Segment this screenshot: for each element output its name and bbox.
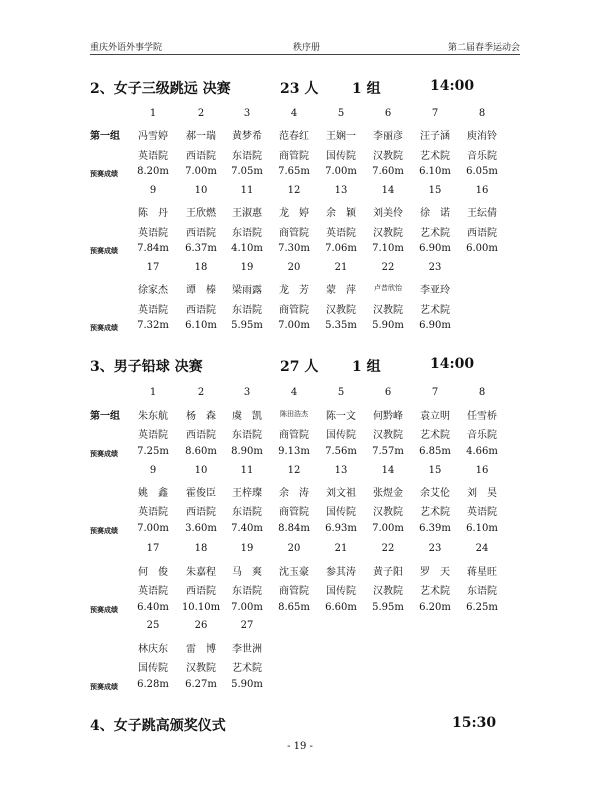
college-name: 东语院 bbox=[232, 507, 262, 518]
college-name: 商管院 bbox=[279, 507, 309, 518]
result-value: 7.56m bbox=[325, 446, 357, 457]
college-row bbox=[90, 426, 520, 442]
event-groups: 1 组 bbox=[352, 359, 381, 375]
group-label: 第一组 bbox=[90, 411, 120, 422]
college-name: 国传院 bbox=[138, 663, 168, 674]
result-label: 预赛成绩 bbox=[90, 323, 118, 332]
college-name: 汉教院 bbox=[373, 305, 403, 316]
athlete-name: 刘 昊 bbox=[467, 488, 497, 499]
result-value: 6.60m bbox=[325, 602, 357, 613]
page-number: - 19 - bbox=[287, 741, 313, 752]
result-value: 7.05m bbox=[231, 166, 263, 177]
college-name: 艺术院 bbox=[420, 586, 450, 597]
college-name: 西语院 bbox=[186, 507, 216, 518]
lane-number: 9 bbox=[149, 185, 157, 196]
result-value: 6.10m bbox=[185, 320, 217, 331]
event-count: 27 人 bbox=[280, 359, 319, 375]
result-value: 5.90m bbox=[372, 320, 404, 331]
result-value: 5.90m bbox=[231, 679, 263, 690]
athlete-name: 沈玉豪 bbox=[279, 567, 309, 578]
college-name: 英语院 bbox=[467, 507, 497, 518]
lane-number: 20 bbox=[287, 262, 301, 273]
result-row bbox=[90, 602, 520, 618]
athlete-name: 蒋星旺 bbox=[467, 567, 497, 578]
lane-number: 21 bbox=[334, 543, 348, 554]
college-name: 英语院 bbox=[138, 586, 168, 597]
result-value: 7.00m bbox=[231, 602, 263, 613]
athlete-name: 罗 天 bbox=[420, 567, 450, 578]
result-row bbox=[90, 679, 520, 695]
result-label: 预赛成绩 bbox=[90, 605, 118, 614]
college-name: 东语院 bbox=[232, 430, 262, 441]
lane-number: 21 bbox=[334, 262, 348, 273]
athlete-name: 杨 森 bbox=[186, 411, 216, 422]
college-name: 音乐院 bbox=[467, 430, 497, 441]
athlete-name: 谭 榛 bbox=[186, 285, 216, 296]
lane-number: 16 bbox=[475, 185, 489, 196]
college-name: 汉教院 bbox=[373, 151, 403, 162]
athlete-name: 何 俊 bbox=[138, 567, 168, 578]
college-name: 商管院 bbox=[279, 430, 309, 441]
athlete-name: 龙 芳 bbox=[279, 285, 309, 296]
athlete-name: 徐 诺 bbox=[420, 208, 450, 219]
athlete-name: 雷 博 bbox=[186, 644, 216, 655]
result-value: 7.84m bbox=[137, 243, 169, 254]
result-value: 3.60m bbox=[185, 523, 217, 534]
lane-number: 27 bbox=[240, 620, 254, 631]
athlete-name-row bbox=[90, 407, 520, 423]
lane-number: 12 bbox=[287, 465, 301, 476]
lane-number: 8 bbox=[478, 387, 486, 398]
athlete-name: 王欣燃 bbox=[186, 208, 216, 219]
college-name: 艺术院 bbox=[420, 507, 450, 518]
college-name: 东语院 bbox=[232, 305, 262, 316]
athlete-name: 马 爽 bbox=[232, 567, 262, 578]
lane-number: 20 bbox=[287, 543, 301, 554]
lane-number: 3 bbox=[243, 108, 251, 119]
college-name: 英语院 bbox=[138, 305, 168, 316]
lane-number: 12 bbox=[287, 185, 301, 196]
result-value: 7.57m bbox=[372, 446, 404, 457]
result-row bbox=[90, 446, 520, 462]
group-label: 第一组 bbox=[90, 131, 120, 142]
result-value: 6.27m bbox=[185, 679, 217, 690]
athlete-name-row bbox=[90, 127, 520, 143]
lane-number: 6 bbox=[384, 387, 392, 398]
result-value: 7.00m bbox=[325, 166, 357, 177]
lane-number: 19 bbox=[240, 543, 254, 554]
result-value: 6.90m bbox=[419, 243, 451, 254]
result-value: 6.00m bbox=[466, 243, 498, 254]
athlete-name: 朱嘉程 bbox=[186, 567, 216, 578]
college-name: 国传院 bbox=[326, 151, 356, 162]
college-name: 商管院 bbox=[279, 151, 309, 162]
result-row bbox=[90, 320, 520, 336]
lane-number: 14 bbox=[381, 465, 395, 476]
result-value: 7.30m bbox=[278, 243, 310, 254]
result-label: 预赛成绩 bbox=[90, 246, 118, 255]
athlete-name: 蒙 萍 bbox=[326, 285, 356, 296]
athlete-name: 余艾伦 bbox=[420, 488, 450, 499]
athlete-name: 刘美伶 bbox=[373, 208, 403, 219]
college-row bbox=[90, 582, 520, 598]
athlete-name: 余 涛 bbox=[279, 488, 309, 499]
lane-number: 17 bbox=[146, 543, 160, 554]
result-value: 4.66m bbox=[466, 446, 498, 457]
college-name: 汉教院 bbox=[373, 507, 403, 518]
college-name: 西语院 bbox=[186, 430, 216, 441]
result-label: 预赛成绩 bbox=[90, 449, 118, 458]
college-row bbox=[90, 224, 520, 240]
college-name: 艺术院 bbox=[420, 228, 450, 239]
result-value: 8.60m bbox=[185, 446, 217, 457]
college-name: 艺术院 bbox=[420, 430, 450, 441]
result-value: 6.20m bbox=[419, 602, 451, 613]
college-name: 汉教院 bbox=[373, 228, 403, 239]
college-row bbox=[90, 147, 520, 163]
result-value: 6.28m bbox=[137, 679, 169, 690]
lane-number: 11 bbox=[240, 465, 254, 476]
athlete-name: 冯雪婷 bbox=[138, 131, 168, 142]
lane-number-row bbox=[90, 108, 520, 124]
college-name: 国传院 bbox=[326, 430, 356, 441]
lane-number: 2 bbox=[197, 387, 205, 398]
college-name: 艺术院 bbox=[232, 663, 262, 674]
lane-number: 4 bbox=[290, 108, 298, 119]
athlete-name: 李亚玲 bbox=[420, 285, 450, 296]
lane-number: 1 bbox=[149, 387, 157, 398]
athlete-name: 黄梦希 bbox=[232, 131, 262, 142]
college-row bbox=[90, 301, 520, 317]
lane-number: 24 bbox=[475, 543, 489, 554]
lane-number: 23 bbox=[428, 543, 442, 554]
result-value: 4.10m bbox=[231, 243, 263, 254]
athlete-name: 霍俊臣 bbox=[186, 488, 216, 499]
result-value: 7.06m bbox=[325, 243, 357, 254]
lane-number: 15 bbox=[428, 185, 442, 196]
college-name: 英语院 bbox=[138, 151, 168, 162]
event-title: 3、男子铅球 决赛 bbox=[90, 359, 203, 375]
college-name: 西语院 bbox=[186, 586, 216, 597]
lane-number-row bbox=[90, 465, 520, 481]
college-name: 西语院 bbox=[186, 151, 216, 162]
athlete-name: 庾洧铃 bbox=[467, 131, 497, 142]
athlete-name: 李世洲 bbox=[232, 644, 262, 655]
lane-number: 18 bbox=[194, 543, 208, 554]
college-name: 西语院 bbox=[186, 228, 216, 239]
lane-number: 22 bbox=[381, 262, 395, 273]
event-time: 14:00 bbox=[430, 78, 475, 94]
header-school: 重庆外语外事学院 bbox=[90, 43, 163, 53]
athlete-name: 刘文祖 bbox=[326, 488, 356, 499]
college-name: 东语院 bbox=[467, 586, 497, 597]
lane-number-row bbox=[90, 543, 520, 559]
college-name: 商管院 bbox=[279, 586, 309, 597]
lane-number: 19 bbox=[240, 262, 254, 273]
result-value: 6.05m bbox=[466, 166, 498, 177]
result-value: 7.65m bbox=[278, 166, 310, 177]
lane-number: 17 bbox=[146, 262, 160, 273]
athlete-name: 余 颖 bbox=[326, 208, 356, 219]
athlete-name-row bbox=[90, 484, 520, 500]
lane-number: 11 bbox=[240, 185, 254, 196]
lane-number: 26 bbox=[194, 620, 208, 631]
lane-number: 10 bbox=[194, 465, 208, 476]
athlete-name-row bbox=[90, 281, 520, 297]
college-name: 东语院 bbox=[232, 151, 262, 162]
college-name: 英语院 bbox=[138, 430, 168, 441]
event-heading bbox=[90, 356, 520, 376]
athlete-name: 黄子阳 bbox=[373, 567, 403, 578]
result-value: 7.32m bbox=[137, 320, 169, 331]
college-name: 西语院 bbox=[467, 228, 497, 239]
result-row bbox=[90, 166, 520, 182]
result-value: 7.00m bbox=[278, 320, 310, 331]
lane-number: 25 bbox=[146, 620, 160, 631]
college-name: 汉教院 bbox=[326, 305, 356, 316]
athlete-name: 林庆东 bbox=[138, 644, 168, 655]
athlete-name: 王梓璨 bbox=[232, 488, 262, 499]
college-name: 艺术院 bbox=[420, 305, 450, 316]
college-name: 英语院 bbox=[138, 228, 168, 239]
athlete-name: 陈 丹 bbox=[138, 208, 168, 219]
result-value: 6.85m bbox=[419, 446, 451, 457]
lane-number-row bbox=[90, 620, 520, 636]
college-name: 艺术院 bbox=[420, 151, 450, 162]
college-name: 英语院 bbox=[326, 228, 356, 239]
lane-number: 15 bbox=[428, 465, 442, 476]
college-name: 国传院 bbox=[326, 507, 356, 518]
college-name: 汉教院 bbox=[186, 663, 216, 674]
athlete-name: 李丽彦 bbox=[373, 131, 403, 142]
event-heading bbox=[90, 78, 520, 98]
college-name: 汉教院 bbox=[373, 586, 403, 597]
lane-number-row bbox=[90, 185, 520, 201]
result-value: 7.00m bbox=[185, 166, 217, 177]
event-heading bbox=[90, 715, 520, 735]
lane-number: 2 bbox=[197, 108, 205, 119]
college-name: 东语院 bbox=[232, 228, 262, 239]
lane-number: 1 bbox=[149, 108, 157, 119]
lane-number: 5 bbox=[337, 108, 345, 119]
athlete-name: 参其涛 bbox=[326, 567, 356, 578]
event-title: 2、女子三级跳远 决赛 bbox=[90, 81, 231, 97]
athlete-name: 王纭倩 bbox=[467, 208, 497, 219]
athlete-name: 汪子涵 bbox=[420, 131, 450, 142]
lane-number-row bbox=[90, 387, 520, 403]
result-value: 7.00m bbox=[137, 523, 169, 534]
lane-number: 16 bbox=[475, 465, 489, 476]
lane-number: 5 bbox=[337, 387, 345, 398]
result-value: 6.90m bbox=[419, 320, 451, 331]
lane-number: 7 bbox=[431, 387, 439, 398]
athlete-name: 卢昔欣怡 bbox=[374, 284, 402, 292]
college-row bbox=[90, 503, 520, 519]
athlete-name: 虞 凯 bbox=[232, 411, 262, 422]
result-value: 5.95m bbox=[372, 602, 404, 613]
event-title: 4、女子跳高颁奖仪式 bbox=[90, 718, 226, 734]
lane-number: 23 bbox=[428, 262, 442, 273]
result-value: 7.10m bbox=[372, 243, 404, 254]
result-value: 6.37m bbox=[185, 243, 217, 254]
college-name: 英语院 bbox=[138, 507, 168, 518]
result-value: 6.93m bbox=[325, 523, 357, 534]
lane-number: 13 bbox=[334, 185, 348, 196]
athlete-name: 郝一瑞 bbox=[186, 131, 216, 142]
lane-number: 3 bbox=[243, 387, 251, 398]
result-value: 7.60m bbox=[372, 166, 404, 177]
result-value: 6.10m bbox=[419, 166, 451, 177]
college-name: 商管院 bbox=[279, 228, 309, 239]
lane-number-row bbox=[90, 262, 520, 278]
athlete-name: 陈一文 bbox=[326, 411, 356, 422]
college-name: 东语院 bbox=[232, 586, 262, 597]
athlete-name: 王淑惠 bbox=[232, 208, 262, 219]
result-value: 8.90m bbox=[231, 446, 263, 457]
college-name: 商管院 bbox=[279, 305, 309, 316]
athlete-name: 袁立明 bbox=[420, 411, 450, 422]
lane-number: 14 bbox=[381, 185, 395, 196]
athlete-name: 张煜金 bbox=[373, 488, 403, 499]
result-value: 9.13m bbox=[278, 446, 310, 457]
event-time: 15:30 bbox=[452, 715, 497, 731]
lane-number: 4 bbox=[290, 387, 298, 398]
lane-number: 22 bbox=[381, 543, 395, 554]
event-time: 14:00 bbox=[430, 356, 475, 372]
result-value: 6.39m bbox=[419, 523, 451, 534]
athlete-name: 范春红 bbox=[279, 131, 309, 142]
event-groups: 1 组 bbox=[352, 81, 381, 97]
athlete-name-row bbox=[90, 204, 520, 220]
athlete-name: 梁雨露 bbox=[232, 285, 262, 296]
lane-number: 9 bbox=[149, 465, 157, 476]
result-label: 预赛成绩 bbox=[90, 526, 118, 535]
athlete-name-row bbox=[90, 563, 520, 579]
college-name: 汉教院 bbox=[373, 430, 403, 441]
result-value: 5.35m bbox=[325, 320, 357, 331]
header-booklet-title: 秩序册 bbox=[293, 43, 321, 53]
result-value: 8.65m bbox=[278, 602, 310, 613]
header-event-name: 第二届春季运动会 bbox=[447, 43, 520, 53]
result-value: 8.20m bbox=[137, 166, 169, 177]
athlete-name: 龙 婷 bbox=[279, 208, 309, 219]
college-name: 音乐院 bbox=[467, 151, 497, 162]
athlete-name: 朱东航 bbox=[138, 411, 168, 422]
lane-number: 7 bbox=[431, 108, 439, 119]
lane-number: 13 bbox=[334, 465, 348, 476]
result-value: 5.95m bbox=[231, 320, 263, 331]
lane-number: 18 bbox=[194, 262, 208, 273]
lane-number: 6 bbox=[384, 108, 392, 119]
result-value: 10.10m bbox=[181, 602, 221, 613]
result-value: 6.25m bbox=[466, 602, 498, 613]
athlete-name: 王娴一 bbox=[326, 131, 356, 142]
athlete-name: 徐家杰 bbox=[138, 285, 168, 296]
result-row bbox=[90, 243, 520, 259]
result-label: 预赛成绩 bbox=[90, 169, 118, 178]
page-header bbox=[90, 38, 520, 55]
event-count: 23 人 bbox=[280, 81, 319, 97]
result-value: 6.10m bbox=[466, 523, 498, 534]
result-row bbox=[90, 523, 520, 539]
college-row bbox=[90, 659, 520, 675]
result-value: 7.40m bbox=[231, 523, 263, 534]
athlete-name-row bbox=[90, 640, 520, 656]
lane-number: 8 bbox=[478, 108, 486, 119]
lane-number: 10 bbox=[194, 185, 208, 196]
result-value: 6.40m bbox=[137, 602, 169, 613]
athlete-name: 姚 鑫 bbox=[138, 488, 168, 499]
college-name: 西语院 bbox=[186, 305, 216, 316]
result-label: 预赛成绩 bbox=[90, 682, 118, 691]
athlete-name: 何黔峰 bbox=[373, 411, 403, 422]
result-value: 7.25m bbox=[137, 446, 169, 457]
athlete-name: 陈田浩杰 bbox=[280, 410, 308, 418]
college-name: 国传院 bbox=[326, 586, 356, 597]
athlete-name: 任雪桥 bbox=[467, 411, 497, 422]
result-value: 7.00m bbox=[372, 523, 404, 534]
result-value: 8.84m bbox=[278, 523, 310, 534]
